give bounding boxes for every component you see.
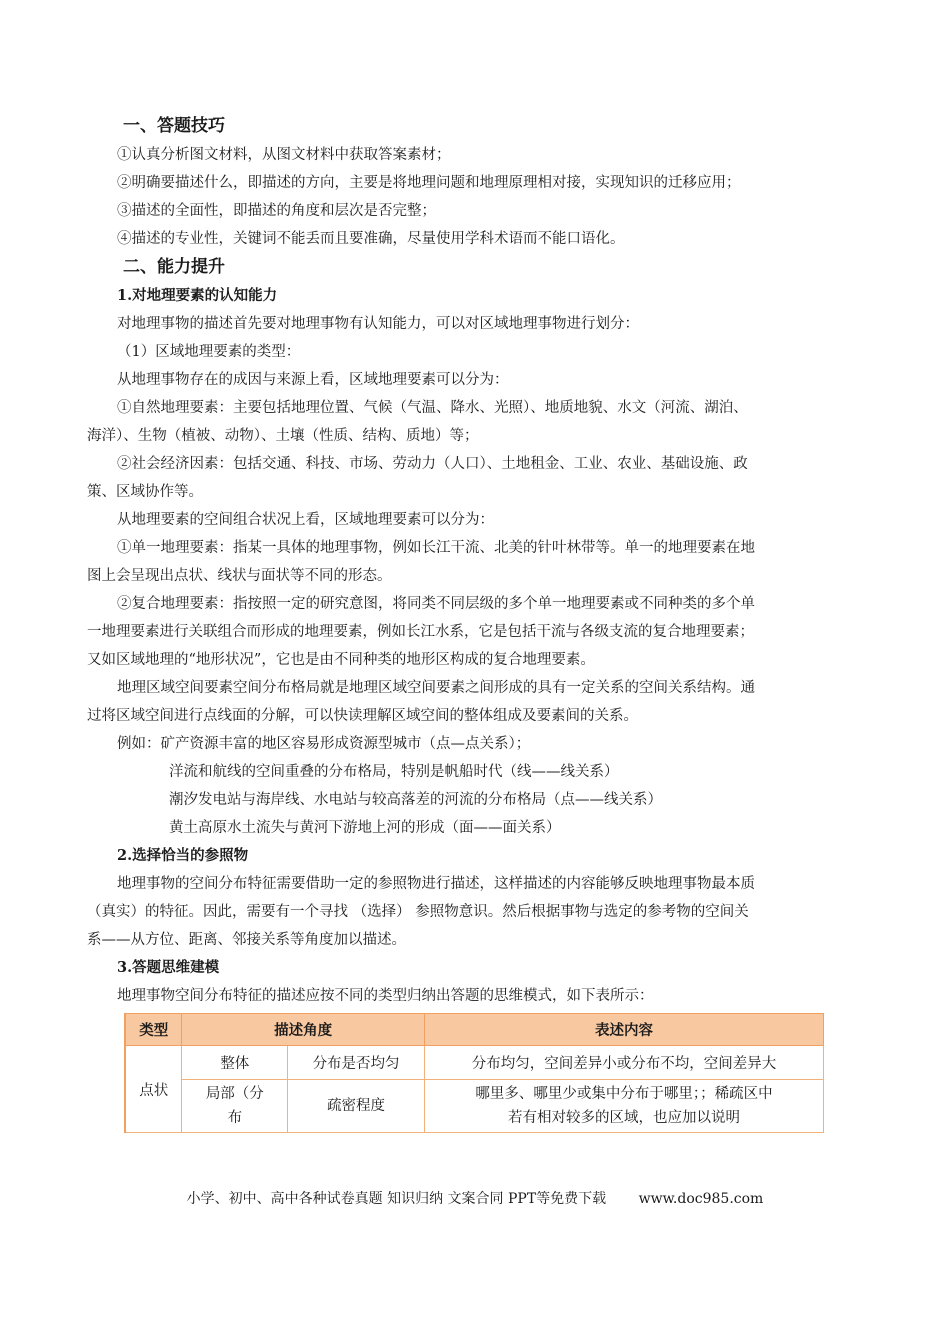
subsection-title: 1.对地理要素的认知能力	[117, 287, 278, 304]
table-cell: 疏密程度	[288, 1080, 425, 1133]
table-header-cell: 描述角度	[182, 1014, 425, 1046]
cell-line: 局部（分	[205, 1086, 264, 1102]
table-cell	[424, 1080, 823, 1133]
paragraph-line: 地理事物的空间分布特征需要借助一定的参照物进行描述，这样描述的内容能够反映地理事物最本质	[117, 876, 755, 892]
example-line: 黄土高原水土流失与黄河下游地上河的形成（面——面关系）	[169, 820, 561, 836]
paragraph-line: ①自然地理要素：主要包括地理位置、气候（气温、降水、光照）、地质地貌、水文（河流、湖泊、	[117, 400, 748, 416]
paragraph-line: 从地理事物存在的成因与来源上看，区域地理要素可以分为：	[117, 372, 509, 388]
section-heading-tips: 一、答题技巧	[123, 116, 225, 136]
paragraph-line: 地理事物空间分布特征的描述应按不同的类型归纳出答题的思维模式，如下表所示：	[117, 988, 654, 1004]
section-heading-ability: 二、能力提升	[123, 257, 225, 277]
subsection-title: 2.选择恰当的参照物	[117, 847, 249, 864]
footer-url: www.doc985.com	[638, 1191, 764, 1207]
cell-line: 哪里多、哪里少或集中分布于哪里；；稀疏区中	[475, 1086, 773, 1102]
tip-item: ④描述的专业性，关键词不能丢而且要准确，尽量使用学科术语而不能口语化。	[117, 231, 625, 247]
table-header-row	[125, 1014, 824, 1046]
paragraph-line: ②复合地理要素：指按照一定的研究意图，将同类不同层级的多个单一地理要素或不同种类的多个单	[117, 596, 755, 612]
table-cell: 分布均匀，空间差异小或分布不均，空间差异大	[424, 1046, 823, 1080]
paragraph-line: （1）区域地理要素的类型：	[117, 344, 301, 360]
cell-line: 若有相对较多的区域，也应加以说明	[507, 1110, 740, 1126]
tip-item: ①认真分析图文材料，从图文材料中获取答案素材；	[117, 147, 451, 163]
example-line: 潮汐发电站与海岸线、水电站与较高落差的河流的分布格局（点——线关系）	[169, 792, 662, 808]
page-footer	[0, 1188, 950, 1208]
example-line: 例如：矿产资源丰富的地区容易形成资源型城市（点—点关系）；	[117, 736, 531, 752]
paragraph-line: 图上会呈现出点状、线状与面状等不同的形态。	[87, 568, 392, 584]
table-row	[125, 1080, 824, 1133]
paragraph-line: 从地理要素的空间组合状况上看，区域地理要素可以分为：	[117, 512, 494, 528]
paragraph-line: 又如区域地理的“地形状况”，它也是由不同种类的地形区构成的复合地理要素。	[87, 652, 595, 668]
cell-line: 布	[227, 1110, 243, 1126]
subsection-title: 3.答题思维建模	[117, 959, 220, 976]
paragraph-line: 对地理事物的描述首先要对地理事物有认知能力，可以对区域地理事物进行划分：	[117, 316, 639, 332]
table-cell: 整体	[182, 1046, 288, 1080]
table-row	[125, 1046, 824, 1080]
tip-item: ②明确要描述什么，即描述的方向，主要是将地理问题和地理原理相对接，实现知识的迁移应用；	[117, 175, 741, 191]
paragraph-line: 一地理要素进行关联组合而形成的地理要素，例如长江水系，它是包括干流与各级支流的复合地理要素；	[87, 624, 754, 640]
footer-text: 小学、初中、高中各种试卷真题 知识归纳 文案合同 PPT等免费下载	[186, 1191, 607, 1207]
example-line: 洋流和航线的空间重叠的分布格局，特别是帆船时代（线——线关系）	[169, 764, 619, 780]
thinking-model-table	[124, 1013, 824, 1133]
paragraph-line: 地理区域空间要素空间分布格局就是地理区域空间要素之间形成的具有一定关系的空间关系结构。通	[117, 680, 755, 696]
table-cell-type: 点状	[125, 1046, 182, 1133]
table-header-cell: 表述内容	[424, 1014, 823, 1046]
paragraph-line: 系——从方位、距离、邻接关系等角度加以描述。	[87, 932, 406, 948]
document-body	[87, 112, 863, 1133]
table-cell: 分布是否均匀	[288, 1046, 425, 1080]
paragraph-line: 策、区域协作等。	[87, 484, 203, 500]
paragraph-line: 过将区域空间进行点线面的分解，可以快读理解区域空间的整体组成及要素间的关系。	[87, 708, 638, 724]
table-cell	[182, 1080, 288, 1133]
paragraph-line: ②社会经济因素：包括交通、科技、市场、劳动力（人口）、土地租金、工业、农业、基础设施、政	[117, 456, 748, 472]
paragraph-line: 海洋）、生物（植被、动物）、土壤（性质、结构、质地）等；	[87, 428, 479, 444]
paragraph-line: ①单一地理要素：指某一具体的地理事物，例如长江干流、北美的针叶林带等。单一的地理要素在地	[117, 540, 755, 556]
paragraph-line: （真实）的特征。因此，需要有一个寻找 （选择） 参照物意识。然后根据事物与选定的参考物的空间关	[87, 904, 749, 920]
table-header-cell: 类型	[125, 1014, 182, 1046]
tip-item: ③描述的全面性，即描述的角度和层次是否完整；	[117, 203, 436, 219]
